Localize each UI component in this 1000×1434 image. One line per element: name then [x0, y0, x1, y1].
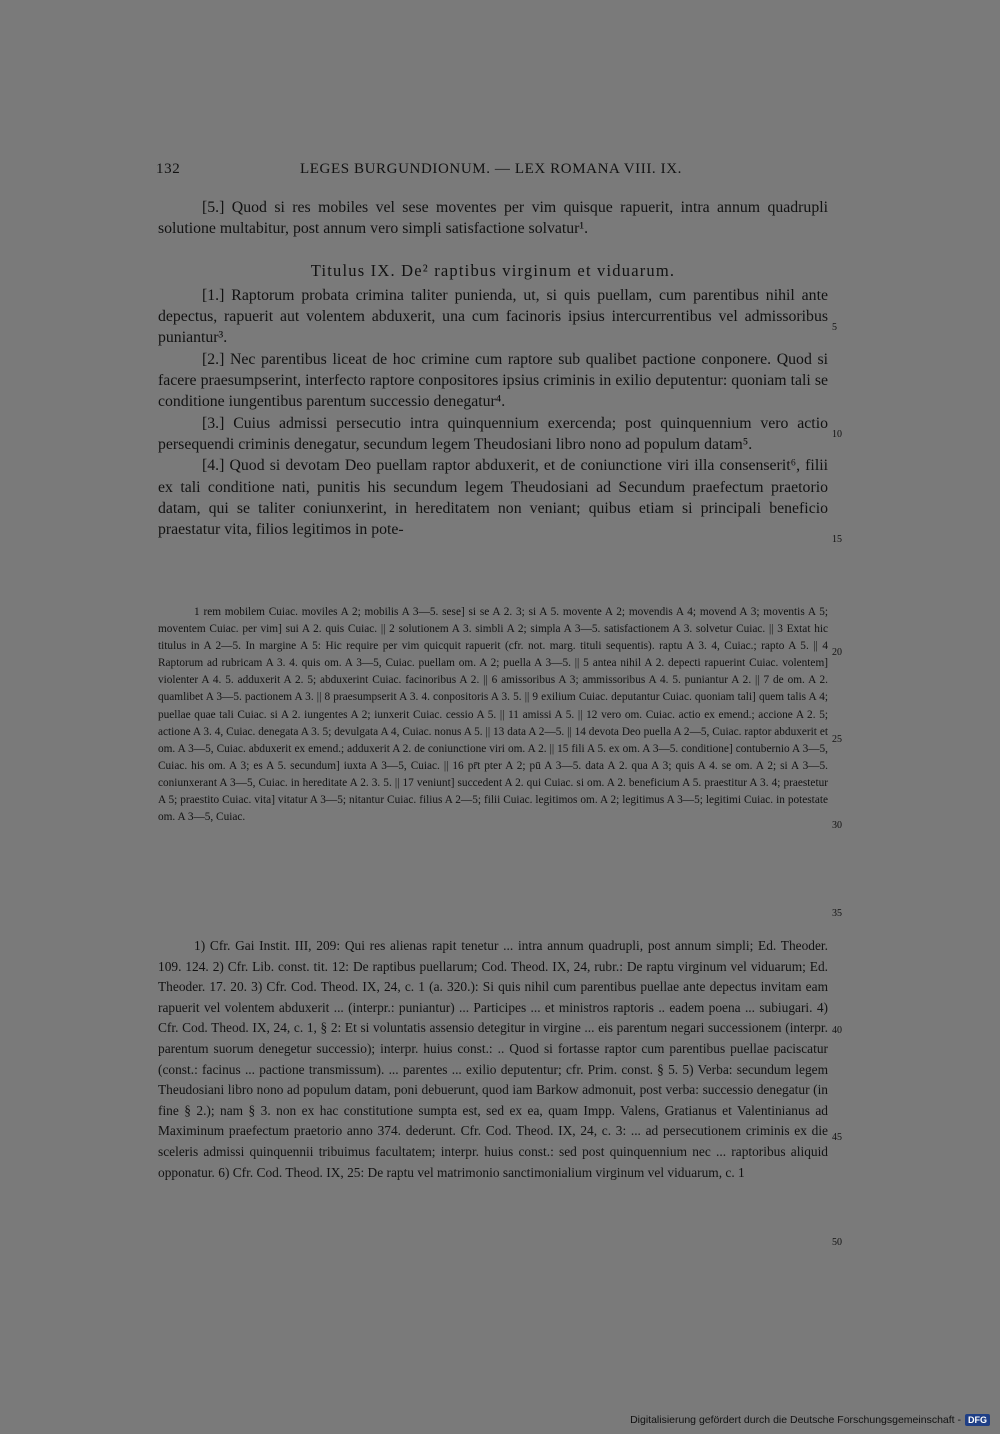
apparatus-text: 1 rem mobilem Cuiac. moviles A 2; mobilis A 3—5. sese] si se A 2. 3; si A 5. movente A 2; movendis A 4; movend A 3; moventis A 5; moventem Cuiac. per vim] sui A 2. quis Cuiac. || 2 solutionem A 3. simbli A 2; simpla A 3—5. satisfactionem A 3. solvetur Cuiac. || 3 Extat hic titulus in A 2—5. In margine A 5: Hic require per vim quicquit rapuerit (cfr. not. marg. tituli sequentis). raptu A 3. 4, Cuiac.; rapto A 5. || 4 Raptorum ad rubricam A 3. 4. quis om. A 3—5, Cuiac. puellam om. A 2; puella A 3—5. || 5 antea nihil A 2. depecti rapuerint Cuiac. volentem] violenter A 4. 5. adduxerit A 2. 5; abduxerint Cuiac. facinoribus A 2. || 6 amissoribus A 3; ammissoribus A 4. 5. puniantur A 2. || 7 de om. A 2. quamlibet A 3—5. pactionem A 3. || 8 praesumpserit A 3. 4. conpositoris A 3. 5. || 9 exilium Cuiac. deputantur Cuiac. quoniam tali] quem talis A 4; puellae quae tali Cuiac. si A 2. iungentes A 2; iunxerit Cuiac. cessio A 5. || 11 amissi A 5. || 12 vero om. Cuiac. actio ex emend.; accione A 2. 5; actione A 3. 4, Cuiac. denegata A 3. 5; devulgata A 4, Cuiac. nonus A 5. || 13 data A 2—5. || 14 devota Deo puella A 2—5, Cuiac. raptor abduxerit et om. A 3—5, Cuiac. abduxerit ex emend.; adduxerit A 2. de coniunctione viri om. A 2. || 15 fili A 5. ex om. A 3—5. conditione] contubernio A 3—5, Cuiac. his om. A 3; es A 5. secundum] iuxta A 3—5, Cuiac. || 16 pr̄t pter A 2; pū A 3—5. data A 2. qua A 3; quis A 4. se om. A 2; si A 3—5. coniunxerant A 3—5, Cuiac. in hereditate A 2. 3. 5. || 17 veniunt] succedent A 2. qui Cuiac. si om. A 2. beneficium A 5. praestitur A 3. 4; praestetur A 5; praestito Cuiac. vita] vitatur A 3—5; nitantur Cuiac. filius A 2—5; filii Cuiac. legitimos om. A 2; legitimus A 3—5; legitimi Cuiac. in potestate om. A 3—5, Cuiac.	[158, 606, 828, 824]
line-number: 20	[832, 647, 842, 658]
footnotes-text: 1) Cfr. Gai Instit. III, 209: Qui res alienas rapit tenetur ... intra annum quadrupli, post annum simpli; Ed. Theoder. 109. 124. 2) Cfr. Lib. const. tit. 12: De raptibus puellarum; Cod. Theod. IX, 24, rubr.: De raptu virginum vel viduarum; Ed. Theoder. 17. 20. 3) Cfr. Cod. Theod. IX, 24, c. 1 (a. 320.): Si quis nihil cum parentibus puellae ante depectus invitam eam rapuerit vel volentem abduxerit ... (interpr.: puniantur) ... Participes ... et ministros raptoris .. eadem poena ... subiugari. 4) Cfr. Cod. Theod. IX, 24, c. 1, § 2: Et si voluntatis assensio detegitur in virgine ... eis parentum negari successionem (interpr. parentum suorum denegetur successio); interpr. huius const.: .. Quod si fortasse raptor cum parentibus puellae paciscatur (const.: facinus ... pactione transmissum). ... parentes ... exilio deputentur; cfr. Prim. const. § 5. 5) Verba: secundum legem Theudosiani libro nono ad populum datam, poni debuerunt, quod iam Barkow admonuit, post verba: successio denegatur (in fine § 2.); nam § 3. non ex hac constitutione sumpta est, sed ex ea, quam Impp. Valens, Gratianus et Valentinianus ad Maximinum praefectum praetorio anno 374. dederunt. Cfr. Cod. Theod. IX, 24, c. 3: ... ad persecutionem criminis ex die sceleris admissi quinquennii tribuimus facultatem; interpr. huius const.: sed post quinquennium nec ... raptoribus aliquid opponatur. 6) Cfr. Cod. Theod. IX, 25: De raptu vel matrimonio sanctimonialium virginum vel viduarum, c. 1	[158, 938, 828, 1180]
running-title: LEGES BURGUNDIONUM. — LEX ROMANA VIII. IX.	[300, 161, 682, 177]
page-number: 132	[156, 161, 181, 177]
line-number: 40	[832, 1025, 842, 1036]
line-number: 45	[832, 1132, 842, 1143]
paragraph-2: [2.] Nec parentibus liceat de hoc crimine cum raptore sub qualibet pactione conponere. Quod si facere praesumpserint, interfecto raptore conpositores ipsius criminis in exilio deputentur: quoniam tali se conditione iungentibus parentum successio denegatur⁴.	[158, 350, 828, 411]
paragraph-3: [3.] Cuius admissi persecutio intra quinquennium exercenda; post quinquennium vero actio persequendi criminis denegatur, secundum legem Theudosiani libro nono ad populum datam⁵.	[158, 414, 828, 453]
line-number: 30	[832, 820, 842, 831]
line-number: 15	[832, 534, 842, 545]
title-heading: Titulus IX. De² raptibus virginum et viduarum.	[310, 260, 676, 280]
line-number: 10	[832, 429, 842, 440]
paragraph-1: [1.] Raptorum probata crimina taliter punienda, ut, si quis puellam, cum parentibus nihil ante depectus, rapuerit aut volentem abduxerit, una cum facinoris ipsius intercurrentibus vel admissoribus puniantur³.	[158, 286, 828, 347]
paragraph-prev: [5.] Quod si res mobiles vel sese moventes per vim quisque rapuerit, intra annum quadrupli solutione multabitur, post annum vero simpli satisfactione solvatur¹.	[158, 199, 828, 238]
critical-apparatus	[158, 604, 828, 826]
line-number: 50	[832, 1237, 842, 1248]
dfg-logo: DFG	[965, 1414, 990, 1426]
line-number: 5	[832, 322, 837, 333]
line-number: 25	[832, 734, 842, 745]
footnotes	[158, 936, 828, 1183]
line-number: 35	[832, 908, 842, 919]
body-text	[158, 197, 828, 540]
footer-credit	[630, 1414, 990, 1426]
paragraph-4: [4.] Quod si devotam Deo puellam raptor abduxerit, et de coniunctione viri illa consenserit⁶, filii ex tali conditione nati, punitis his secundum legem Theudosiani ad Secundum praefectum praetorio datam, qui se taliter coniunxerint, in hereditatem non veniant; quibus etiam si principali beneficio praestatur vita, filios legitimos in pote-	[158, 457, 828, 539]
footer-text: Digitalisierung gefördert durch die Deutsche Forschungsgemeinschaft -	[630, 1414, 961, 1426]
